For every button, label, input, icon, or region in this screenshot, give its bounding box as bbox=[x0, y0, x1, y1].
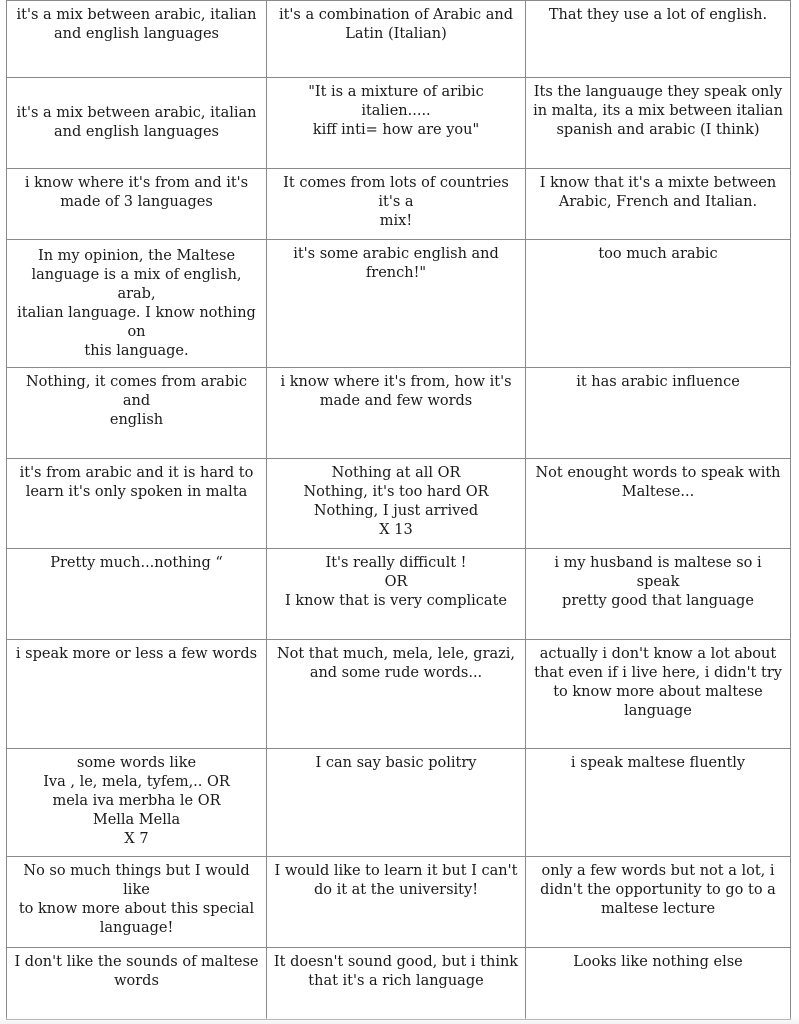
response-cell: Nothing at all OR Nothing, it's too hard OR Nothing, I just arrived X 13 bbox=[267, 459, 526, 549]
table-row bbox=[7, 169, 791, 240]
table-row bbox=[7, 368, 791, 459]
response-cell: too much arabic bbox=[526, 240, 791, 368]
response-cell: Its the languauge they speak only in malta, its a mix between italian spanish and arabic (I think) bbox=[526, 78, 791, 169]
responses-table bbox=[6, 0, 791, 1020]
response-cell: In my opinion, the Maltese language is a mix of english, arab, italian language. I know nothing on this language. bbox=[7, 240, 267, 368]
response-cell: It doesn't sound good, but i think that it's a rich language bbox=[267, 948, 526, 1020]
table-row bbox=[7, 749, 791, 857]
response-cell: That they use a lot of english. bbox=[526, 1, 791, 78]
table-row bbox=[7, 948, 791, 1020]
table-row bbox=[7, 459, 791, 549]
response-cell: it's a mix between arabic, italian and english languages bbox=[7, 78, 267, 169]
table-row bbox=[7, 240, 791, 368]
response-cell: it has arabic influence bbox=[526, 368, 791, 459]
response-cell: I would like to learn it but I can't do it at the university! bbox=[267, 857, 526, 948]
response-cell: only a few words but not a lot, i didn't the opportunity to go to a maltese lecture bbox=[526, 857, 791, 948]
response-cell: "It is a mixture of aribic italien..... kiff inti= how are you" bbox=[267, 78, 526, 169]
response-cell: it's a combination of Arabic and Latin (Italian) bbox=[267, 1, 526, 78]
response-cell: i know where it's from and it's made of 3 languages bbox=[7, 169, 267, 240]
response-cell: Pretty much...nothing “ bbox=[7, 549, 267, 640]
response-cell: I know that it's a mixte between Arabic, French and Italian. bbox=[526, 169, 791, 240]
response-cell: it's from arabic and it is hard to learn it's only spoken in malta bbox=[7, 459, 267, 549]
table-row bbox=[7, 857, 791, 948]
response-cell: I can say basic politry bbox=[267, 749, 526, 857]
response-cell: i speak maltese fluently bbox=[526, 749, 791, 857]
table-row bbox=[7, 1, 791, 78]
response-cell: some words like Iva , le, mela, tyfem,.. OR mela iva merbha le OR Mella Mella X 7 bbox=[7, 749, 267, 857]
response-cell: Not enought words to speak with Maltese... bbox=[526, 459, 791, 549]
table-row bbox=[7, 78, 791, 169]
response-cell: it's a mix between arabic, italian and english languages bbox=[7, 1, 267, 78]
response-cell: actually i don't know a lot about that even if i live here, i didn't try to know more about maltese language bbox=[526, 640, 791, 749]
response-cell: No so much things but I would like to know more about this special language! bbox=[7, 857, 267, 948]
response-cell: It's really difficult ! OR I know that is very complicate bbox=[267, 549, 526, 640]
response-cell: Nothing, it comes from arabic and english bbox=[7, 368, 267, 459]
page-bottom-shadow bbox=[0, 1016, 799, 1024]
response-cell: It comes from lots of countries it's a mix! bbox=[267, 169, 526, 240]
response-cell: i speak more or less a few words bbox=[7, 640, 267, 749]
response-cell: I don't like the sounds of maltese words bbox=[7, 948, 267, 1020]
response-cell: it's some arabic english and french!" bbox=[267, 240, 526, 368]
response-cell: Not that much, mela, lele, grazi, and some rude words... bbox=[267, 640, 526, 749]
table-row bbox=[7, 640, 791, 749]
table-row bbox=[7, 549, 791, 640]
response-cell: Looks like nothing else bbox=[526, 948, 791, 1020]
response-cell: i my husband is maltese so i speak pretty good that language bbox=[526, 549, 791, 640]
response-cell: i know where it's from, how it's made and few words bbox=[267, 368, 526, 459]
